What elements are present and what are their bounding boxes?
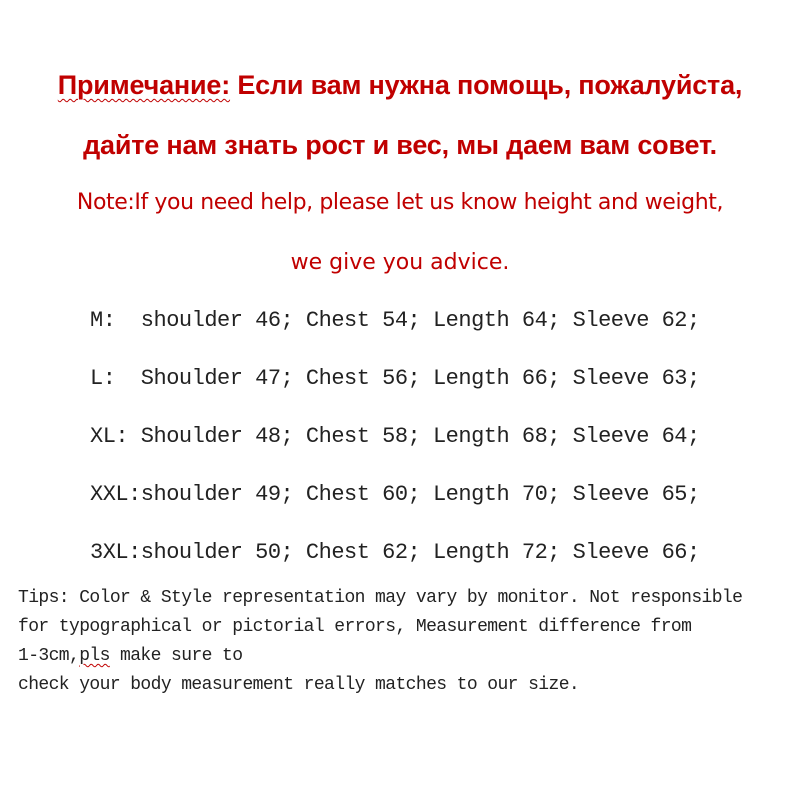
note-russian-line-1-text: Если вам нужна помощь, пожалуйста,: [230, 70, 743, 100]
tips-line-3-end: make sure to: [109, 646, 243, 666]
size-row-m: M: shoulder 46; Chest 54; Length 64; Sleeve 62;: [90, 308, 700, 333]
note-russian-line-1: [0, 70, 800, 101]
tips-line-4: check your body measurement really matches to our size.: [18, 675, 580, 695]
tips-paragraph: [18, 584, 793, 700]
size-row-xxl: XXL:shoulder 49; Chest 60; Length 70; Sleeve 65;: [90, 482, 700, 507]
note-english-line-1: Note:If you need help, please let us know height and weight,: [76, 190, 724, 215]
note-russian-label: Примечание:: [57, 70, 231, 100]
tips-line-3: [18, 642, 793, 671]
tips-line-3-start: 1-3cm,: [18, 646, 80, 666]
tips-line-2: for typographical or pictorial errors, Measurement difference from: [18, 617, 692, 637]
tips-pls-word: pls: [79, 646, 110, 666]
size-row-3xl: 3XL:shoulder 50; Chest 62; Length 72; Sleeve 66;: [90, 540, 700, 565]
size-row-l: L: Shoulder 47; Chest 56; Length 66; Sleeve 63;: [90, 366, 700, 391]
note-english-line-2: we give you advice.: [290, 250, 510, 275]
tips-line-1: Tips: Color & Style representation may vary by monitor. Not responsible: [18, 588, 743, 608]
note-russian-line-2: дайте нам знать рост и вес, мы даем вам совет.: [83, 130, 717, 160]
size-row-xl: XL: Shoulder 48; Chest 58; Length 68; Sleeve 64;: [90, 424, 700, 449]
